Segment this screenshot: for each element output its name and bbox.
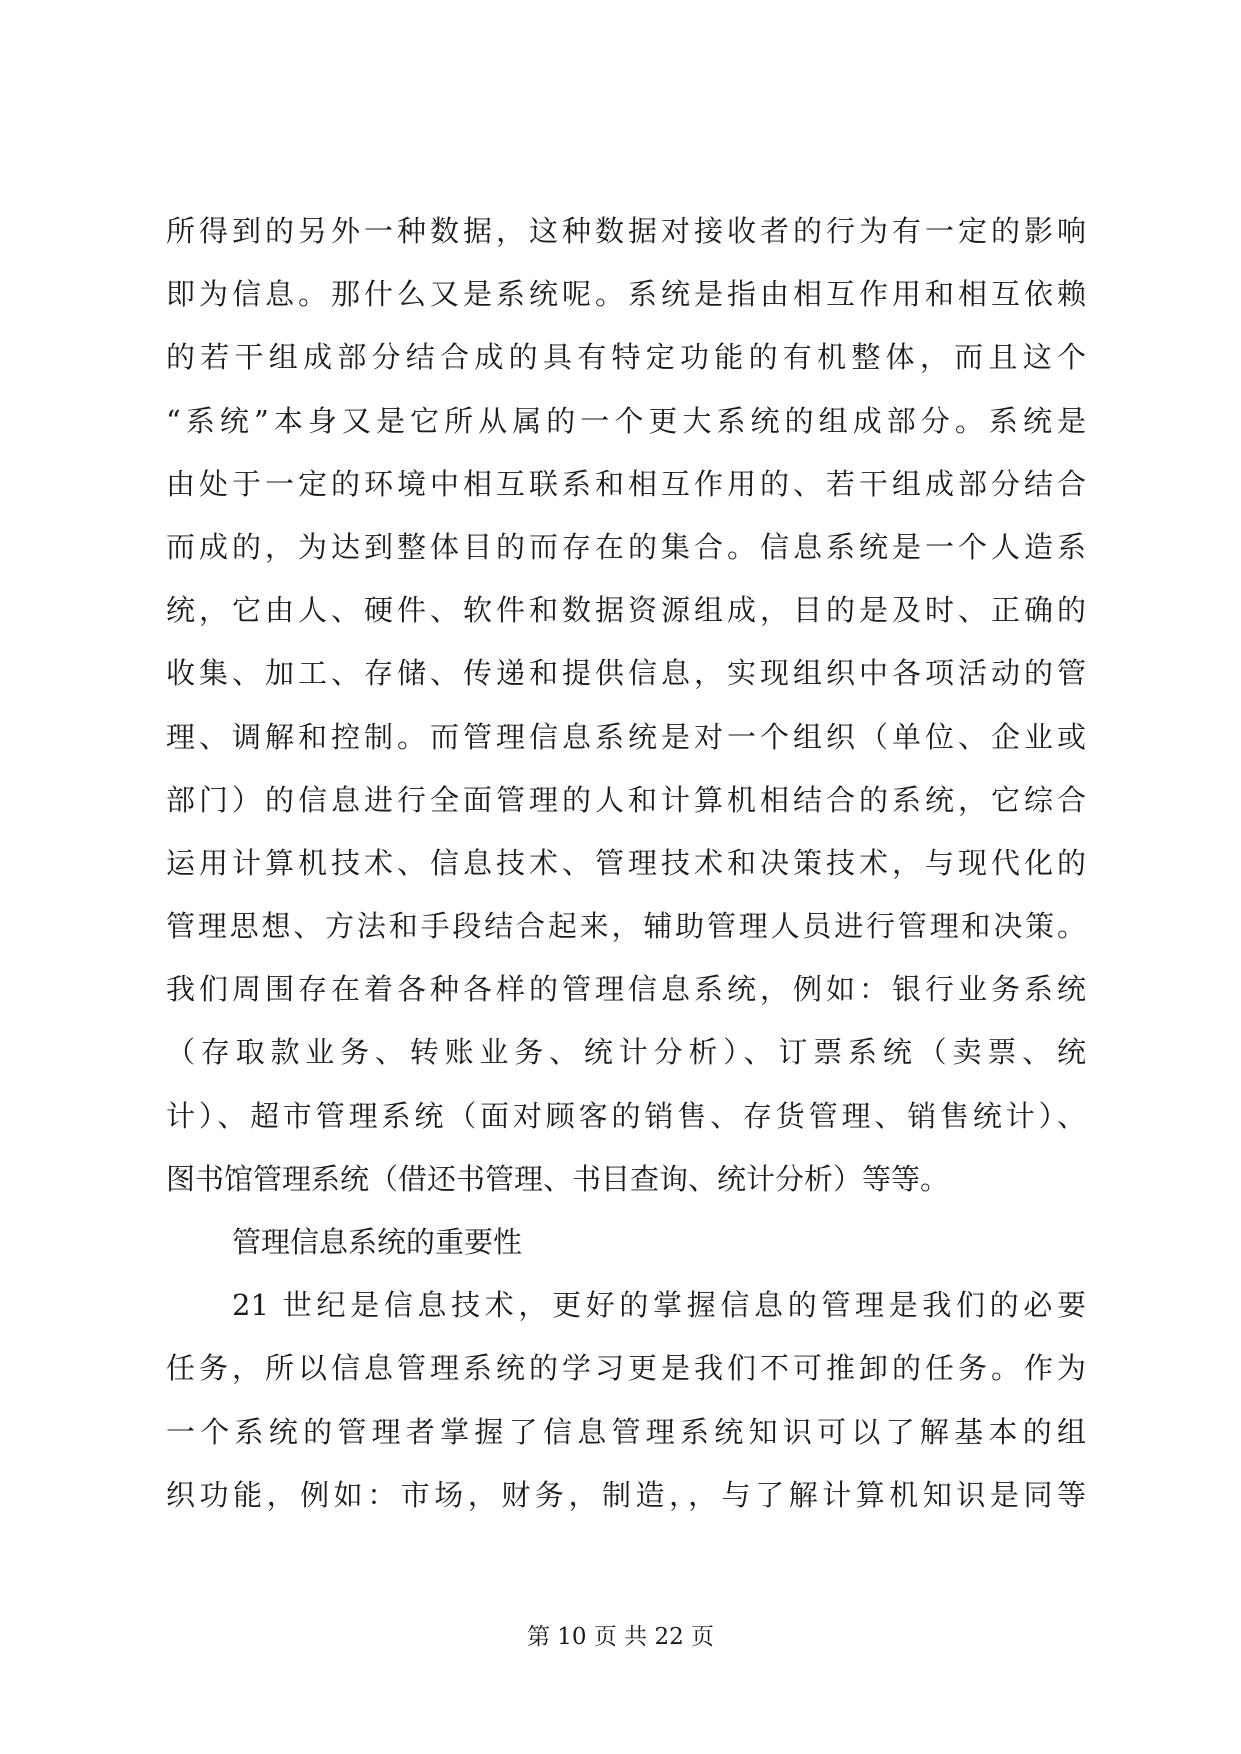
body-text bbox=[166, 200, 1086, 1527]
text-line: 任务，所以信息管理系统的学习更是我们不可推卸的任务。作为 bbox=[166, 1351, 1086, 1386]
text-line: 部门）的信息进行全面管理的人和计算机相结合的系统，它综合 bbox=[166, 782, 1086, 817]
text-line: （存取款业务、转账业务、统计分析）、订票系统（卖票、统 bbox=[166, 1035, 1086, 1070]
text-line: 统，它由人、硬件、软件和数据资源组成，目的是及时、正确的 bbox=[166, 593, 1086, 628]
text-line: 图书馆管理系统（借还书管理、书目查询、统计分析）等等。 bbox=[166, 1161, 950, 1196]
text-line: 收集、加工、存储、传递和提供信息，实现组织中各项活动的管 bbox=[166, 656, 1086, 691]
text-line: 理、调解和控制。而管理信息系统是对一个组织（单位、企业或 bbox=[166, 719, 1086, 754]
text-line: 我们周围存在着各种各样的管理信息系统，例如：银行业务系统 bbox=[166, 972, 1086, 1007]
page-number-footer: 第 10 页 共 22 页 bbox=[526, 1624, 715, 1650]
section-heading: 管理信息系统的重要性 bbox=[232, 1225, 523, 1259]
text-line: 所得到的另外一种数据，这种数据对接收者的行为有一定的影响 bbox=[166, 214, 1086, 248]
text-line: 管理思想、方法和手段结合起来，辅助管理人员进行管理和决策。 bbox=[166, 909, 1086, 944]
text-line: 由处于一定的环境中相互联系和相互作用的、若干组成部分结合 bbox=[166, 466, 1086, 501]
text-line: 织功能，例如：市场，财务，制造，，与了解计算机知识是同等 bbox=[166, 1477, 1086, 1512]
text-line: 即为信息。那什么又是系统呢。系统是指由相互作用和相互依赖 bbox=[166, 277, 1086, 312]
text-line: 运用计算机技术、信息技术、管理技术和决策技术，与现代化的 bbox=[166, 845, 1086, 880]
text-line: 21 世纪是信息技术，更好的掌握信息的管理是我们的必要 bbox=[232, 1288, 1086, 1323]
text-line: 计）、超市管理系统（面对顾客的销售、存货管理、销售统计）、 bbox=[166, 1098, 1086, 1133]
text-line: 而成的，为达到整体目的而存在的集合。信息系统是一个人造系 bbox=[166, 529, 1086, 564]
text-line: 的若干组成部分结合成的具有特定功能的有机整体，而且这个 bbox=[166, 340, 1086, 375]
text-line: 一个系统的管理者掌握了信息管理系统知识可以了解基本的组 bbox=[166, 1414, 1086, 1449]
text-line: “系统”本身又是它所从属的一个更大系统的组成部分。系统是 bbox=[166, 403, 1086, 438]
